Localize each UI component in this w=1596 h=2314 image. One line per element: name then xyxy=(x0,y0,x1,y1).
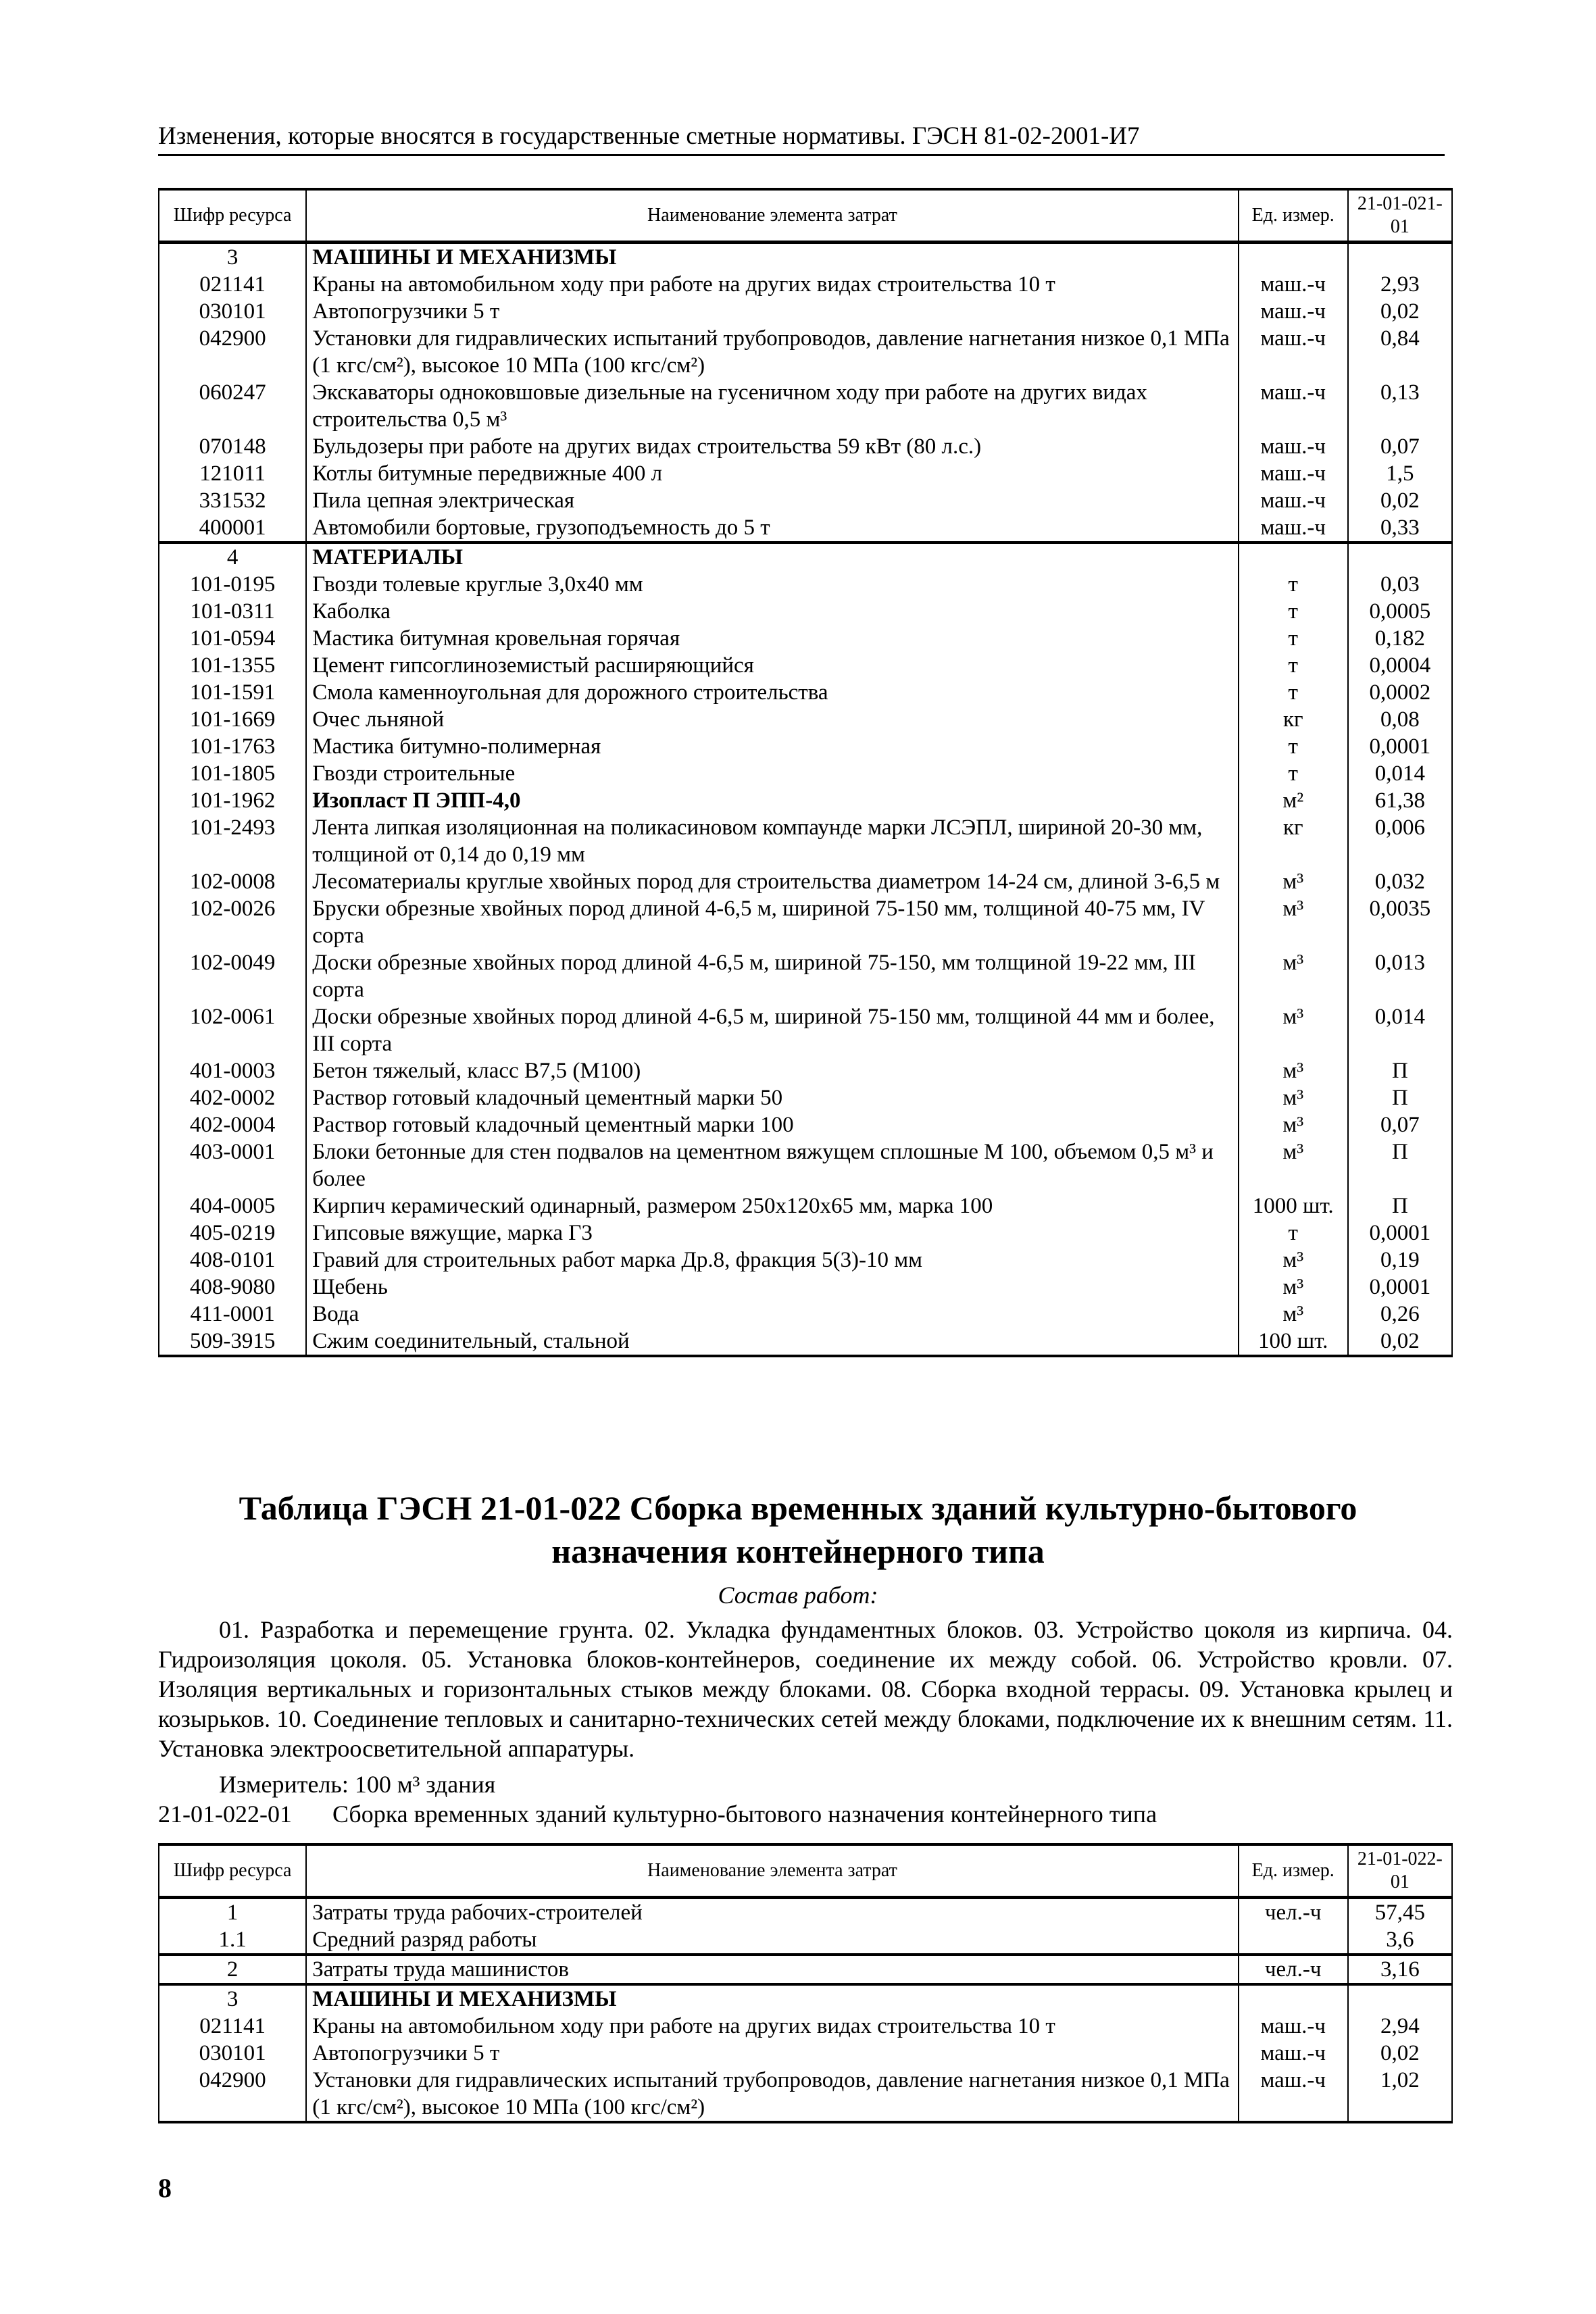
cell-unit: маш.-ч xyxy=(1239,379,1348,433)
cell-name: Кирпич керамический одинарный, размером 250х120х65 мм, марка 100 xyxy=(306,1192,1238,1219)
cell-value: 0,08 xyxy=(1348,706,1452,733)
norm-code: 21-01-022-01 xyxy=(158,1801,292,1828)
cell-code: 021141 xyxy=(159,271,306,298)
cell-name: Каболка xyxy=(306,598,1238,625)
cell-unit: маш.-ч xyxy=(1239,2067,1348,2122)
cell-unit: т xyxy=(1239,1219,1348,1247)
cell-value: 3,6 xyxy=(1348,1926,1452,1955)
cell-name: Гравий для строительных работ марка Др.8, фракция 5(3)-10 мм xyxy=(306,1247,1238,1274)
cell-unit: м³ xyxy=(1239,1138,1348,1192)
cell-value: П xyxy=(1348,1192,1452,1219)
table-row xyxy=(159,895,1452,949)
cell-code: 060247 xyxy=(159,379,306,433)
cell-code: 403-0001 xyxy=(159,1138,306,1192)
cell-value: 57,45 xyxy=(1348,1898,1452,1927)
cell-unit: 100 шт. xyxy=(1239,1328,1348,1356)
cell-name: Доски обрезные хвойных пород длиной 4-6,5 м, шириной 75-150, мм толщиной 19-22 мм, III сорта xyxy=(306,949,1238,1003)
table-row xyxy=(159,949,1452,1003)
col-code: Шифр ресурса xyxy=(159,1844,306,1898)
cell-name: МАТЕРИАЛЫ xyxy=(306,543,1238,571)
works-heading: Состав работ: xyxy=(718,1582,878,1609)
cell-code: 101-0195 xyxy=(159,571,306,598)
cell-value: 0,014 xyxy=(1348,1003,1452,1057)
section-row xyxy=(159,243,1452,272)
cell-unit xyxy=(1239,243,1348,272)
cell-value: 0,02 xyxy=(1348,298,1452,325)
cell-code: 101-1355 xyxy=(159,652,306,679)
cell-unit: м³ xyxy=(1239,949,1348,1003)
table-row xyxy=(159,868,1452,895)
cell-unit: м² xyxy=(1239,787,1348,814)
cell-value: 0,0035 xyxy=(1348,895,1452,949)
cell-unit: маш.-ч xyxy=(1239,271,1348,298)
table-row xyxy=(159,787,1452,814)
cell-value: 0,0005 xyxy=(1348,598,1452,625)
table-row xyxy=(159,1274,1452,1301)
cell-name: Установки для гидравлических испытаний трубопроводов, давление нагнетания низкое 0,1 МПа (1 кгс/см²), высокое 10 МПа (100 кгс/см²) xyxy=(306,2067,1238,2122)
table-row xyxy=(159,760,1452,787)
table-row xyxy=(159,625,1452,652)
cell-name: Гипсовые вяжущие, марка Г3 xyxy=(306,1219,1238,1247)
cell-name: Экскаваторы одноковшовые дизельные на гусеничном ходу при работе на других видах строительства 0,5 м³ xyxy=(306,379,1238,433)
cell-unit: м³ xyxy=(1239,1084,1348,1111)
norm-name: Сборка временных зданий культурно-бытового назначения контейнерного типа xyxy=(332,1801,1157,1828)
cell-code: 411-0001 xyxy=(159,1301,306,1328)
table-title: Таблица ГЭСН 21-01-022 Сборка временных зданий культурно-бытового xyxy=(239,1489,1357,1527)
cell-name: Вода xyxy=(306,1301,1238,1328)
table-row xyxy=(159,379,1452,433)
cell-unit: м³ xyxy=(1239,895,1348,949)
table-row xyxy=(159,1328,1452,1356)
cell-unit: чел.-ч xyxy=(1239,1955,1348,1984)
col-value: 21-01-022-01 xyxy=(1348,1844,1452,1898)
cell-name: Установки для гидравлических испытаний трубопроводов, давление нагнетания низкое 0,1 МПа (1 кгс/см²), высокое 10 МПа (100 кгс/см²) xyxy=(306,325,1238,379)
cell-name: Котлы битумные передвижные 400 л xyxy=(306,460,1238,487)
col-unit: Ед. измер. xyxy=(1239,1844,1348,1898)
section-row xyxy=(159,1984,1452,2013)
cell-value: 61,38 xyxy=(1348,787,1452,814)
cell-code: 2 xyxy=(159,1955,306,1984)
cell-code: 101-0594 xyxy=(159,625,306,652)
cell-unit: маш.-ч xyxy=(1239,433,1348,460)
cell-unit: маш.-ч xyxy=(1239,460,1348,487)
cell-name: Затраты труда рабочих-строителей xyxy=(306,1898,1238,1927)
cell-unit xyxy=(1239,543,1348,571)
cell-code: 400001 xyxy=(159,514,306,543)
cell-name: Краны на автомобильном ходу при работе на других видах строительства 10 т xyxy=(306,271,1238,298)
table-row xyxy=(159,598,1452,625)
cell-unit: т xyxy=(1239,571,1348,598)
norm-subtitle xyxy=(158,1800,1197,1828)
cell-code: 101-1805 xyxy=(159,760,306,787)
cell-code: 102-0049 xyxy=(159,949,306,1003)
cell-name: Доски обрезные хвойных пород длиной 4-6,5 м, шириной 75-150 мм, толщиной 44 мм и более, III сорта xyxy=(306,1003,1238,1057)
section-row xyxy=(159,1898,1452,1927)
cell-code: 408-9080 xyxy=(159,1274,306,1301)
cell-name: Бульдозеры при работе на других видах строительства 59 кВт (80 л.с.) xyxy=(306,433,1238,460)
cell-value: 0,26 xyxy=(1348,1301,1452,1328)
measure-unit: Измеритель: 100 м³ здания xyxy=(219,1771,496,1798)
cell-code: 1.1 xyxy=(159,1926,306,1955)
cell-unit: маш.-ч xyxy=(1239,487,1348,514)
cell-name: Автомобили бортовые, грузоподъемность до 5 т xyxy=(306,514,1238,543)
cell-unit xyxy=(1239,1984,1348,2013)
cell-name: Очес льняной xyxy=(306,706,1238,733)
cell-unit: маш.-ч xyxy=(1239,514,1348,543)
cell-code: 402-0004 xyxy=(159,1111,306,1138)
cell-value: 0,014 xyxy=(1348,760,1452,787)
table-row xyxy=(159,271,1452,298)
cell-code: 030101 xyxy=(159,298,306,325)
cell-value: 3,16 xyxy=(1348,1955,1452,1984)
cell-code: 030101 xyxy=(159,2040,306,2067)
col-name: Наименование элемента затрат xyxy=(306,1844,1238,1898)
table-row xyxy=(159,571,1452,598)
works-description: 01. Разработка и перемещение грунта. 02. Укладка фундаментных блоков. 03. Устройство цоколя из кирпича. 04. Гидроизоляция цоколя. 05. Установка блоков-контейнеров, соединение их между собой. 06. Устройство кровли. 07. Изоляция вертикальных и горизонтальных стыков между блоками. 08. Сборка входной террасы. 09. Установка крылец и козырьков. 10. Соединение тепловых и санитарно-технических сетей между блоками, подключение их к внешним сетям. 11. Установка электроосветительной аппаратуры. xyxy=(158,1616,1453,1762)
col-value: 21-01-021-01 xyxy=(1348,189,1452,243)
cell-value: 2,94 xyxy=(1348,2013,1452,2040)
cell-code: 101-2493 xyxy=(159,814,306,868)
table-row xyxy=(159,1084,1452,1111)
cell-value: 0,02 xyxy=(1348,2040,1452,2067)
cell-unit: 1000 шт. xyxy=(1239,1192,1348,1219)
cell-value: 0,0004 xyxy=(1348,652,1452,679)
cell-unit: т xyxy=(1239,625,1348,652)
cell-name: Мастика битумно-полимерная xyxy=(306,733,1238,760)
cell-name: Автопогрузчики 5 т xyxy=(306,2040,1238,2067)
table-row xyxy=(159,1219,1452,1247)
cell-value: 0,07 xyxy=(1348,1111,1452,1138)
cell-code: 1 xyxy=(159,1898,306,1927)
cell-value: 0,03 xyxy=(1348,571,1452,598)
cell-value: 0,19 xyxy=(1348,1247,1452,1274)
cell-value: 2,93 xyxy=(1348,271,1452,298)
cell-unit: м³ xyxy=(1239,1274,1348,1301)
cell-name: Средний разряд работы xyxy=(306,1926,1238,1955)
cell-value: 0,13 xyxy=(1348,379,1452,433)
cell-name: Бруски обрезные хвойных пород длиной 4-6,5 м, шириной 75-150 мм, толщиной 40-75 мм, IV сорта xyxy=(306,895,1238,949)
cell-name: Раствор готовый кладочный цементный марки 100 xyxy=(306,1111,1238,1138)
table-row xyxy=(159,2040,1452,2067)
cell-code: 401-0003 xyxy=(159,1057,306,1084)
cell-code: 408-0101 xyxy=(159,1247,306,1274)
cell-code: 101-1763 xyxy=(159,733,306,760)
cell-code: 121011 xyxy=(159,460,306,487)
cell-unit: кг xyxy=(1239,814,1348,868)
table-row xyxy=(159,1926,1452,1955)
table-row xyxy=(159,2067,1452,2122)
cell-value: 0,07 xyxy=(1348,433,1452,460)
cell-name: Бетон тяжелый, класс В7,5 (М100) xyxy=(306,1057,1238,1084)
cell-name: Пила цепная электрическая xyxy=(306,487,1238,514)
cell-unit: т xyxy=(1239,598,1348,625)
cell-unit: м³ xyxy=(1239,868,1348,895)
cell-unit: кг xyxy=(1239,706,1348,733)
cell-value: 0,33 xyxy=(1348,514,1452,543)
table-row xyxy=(159,679,1452,706)
cell-name: Смола каменноугольная для дорожного строительства xyxy=(306,679,1238,706)
cell-code: 3 xyxy=(159,243,306,272)
cell-unit: м³ xyxy=(1239,1057,1348,1084)
cell-unit: чел.-ч xyxy=(1239,1898,1348,1927)
cell-code: 102-0026 xyxy=(159,895,306,949)
cell-name: Цемент гипсоглиноземистый расширяющийся xyxy=(306,652,1238,679)
cell-value: 1,02 xyxy=(1348,2067,1452,2122)
cell-name: Щебень xyxy=(306,1274,1238,1301)
cell-name: Гвозди строительные xyxy=(306,760,1238,787)
cell-unit xyxy=(1239,1926,1348,1955)
cell-unit: маш.-ч xyxy=(1239,2040,1348,2067)
cell-code: 042900 xyxy=(159,2067,306,2122)
cell-unit: маш.-ч xyxy=(1239,298,1348,325)
cell-code: 4 xyxy=(159,543,306,571)
cell-value: П xyxy=(1348,1138,1452,1192)
cell-name: Сжим соединительный, стальной xyxy=(306,1328,1238,1356)
cell-code: 070148 xyxy=(159,433,306,460)
cell-value: 0,84 xyxy=(1348,325,1452,379)
cell-unit: маш.-ч xyxy=(1239,325,1348,379)
cell-name: Лесоматериалы круглые хвойных пород для строительства диаметром 14-24 см, длиной 3-6,5 м xyxy=(306,868,1238,895)
cell-value: П xyxy=(1348,1057,1452,1084)
table-row xyxy=(159,1111,1452,1138)
cell-unit: т xyxy=(1239,652,1348,679)
table-row xyxy=(159,2013,1452,2040)
cell-unit: м³ xyxy=(1239,1003,1348,1057)
table-row xyxy=(159,514,1452,543)
cell-value: 0,013 xyxy=(1348,949,1452,1003)
cell-code: 404-0005 xyxy=(159,1192,306,1219)
cell-name: Затраты труда машинистов xyxy=(306,1955,1238,1984)
cell-name: Раствор готовый кладочный цементный марки 50 xyxy=(306,1084,1238,1111)
cell-name: Изопласт П ЭПП-4,0 xyxy=(306,787,1238,814)
table-row xyxy=(159,733,1452,760)
cell-code: 101-0311 xyxy=(159,598,306,625)
cell-unit: маш.-ч xyxy=(1239,2013,1348,2040)
cell-value xyxy=(1348,243,1452,272)
cell-value xyxy=(1348,543,1452,571)
cell-unit: т xyxy=(1239,760,1348,787)
col-unit: Ед. измер. xyxy=(1239,189,1348,243)
cell-value: 0,0001 xyxy=(1348,1274,1452,1301)
table-row xyxy=(159,652,1452,679)
cell-code: 331532 xyxy=(159,487,306,514)
table-row xyxy=(159,1057,1452,1084)
cell-code: 402-0002 xyxy=(159,1084,306,1111)
cell-value: 0,006 xyxy=(1348,814,1452,868)
cell-name: МАШИНЫ И МЕХАНИЗМЫ xyxy=(306,1984,1238,2013)
cell-value: 0,032 xyxy=(1348,868,1452,895)
table-row xyxy=(159,487,1452,514)
cell-value xyxy=(1348,1984,1452,2013)
table-row xyxy=(159,814,1452,868)
table-row xyxy=(159,298,1452,325)
cell-name: Блоки бетонные для стен подвалов на цементном вяжущем сплошные М 100, объемом 0,5 м³ и более xyxy=(306,1138,1238,1192)
cell-unit: м³ xyxy=(1239,1301,1348,1328)
page-number: 8 xyxy=(158,2173,172,2203)
cell-code: 102-0061 xyxy=(159,1003,306,1057)
cell-code: 405-0219 xyxy=(159,1219,306,1247)
table-title-line2: назначения контейнерного типа xyxy=(551,1532,1045,1570)
cell-value: 1,5 xyxy=(1348,460,1452,487)
section-row xyxy=(159,543,1452,571)
cell-name: Мастика битумная кровельная горячая xyxy=(306,625,1238,652)
table-row xyxy=(159,1247,1452,1274)
table-row xyxy=(159,433,1452,460)
cell-value: 0,02 xyxy=(1348,1328,1452,1356)
table-row xyxy=(159,325,1452,379)
col-code: Шифр ресурса xyxy=(159,189,306,243)
cell-name: Автопогрузчики 5 т xyxy=(306,298,1238,325)
cell-unit: м³ xyxy=(1239,1247,1348,1274)
cell-code: 3 xyxy=(159,1984,306,2013)
table-row xyxy=(159,1003,1452,1057)
cell-value: 0,02 xyxy=(1348,487,1452,514)
cell-unit: м³ xyxy=(1239,1111,1348,1138)
table-row xyxy=(159,1138,1452,1192)
cell-code: 101-1669 xyxy=(159,706,306,733)
cell-value: 0,182 xyxy=(1348,625,1452,652)
cell-code: 101-1962 xyxy=(159,787,306,814)
cell-name: МАШИНЫ И МЕХАНИЗМЫ xyxy=(306,243,1238,272)
cell-code: 101-1591 xyxy=(159,679,306,706)
resource-table-021 xyxy=(158,188,1453,1357)
section-row xyxy=(159,1955,1452,1984)
cell-code: 021141 xyxy=(159,2013,306,2040)
resource-table-022 xyxy=(158,1843,1453,2123)
cell-value: П xyxy=(1348,1084,1452,1111)
table-row xyxy=(159,1192,1452,1219)
col-name: Наименование элемента затрат xyxy=(306,189,1238,243)
cell-unit: т xyxy=(1239,733,1348,760)
cell-value: 0,0002 xyxy=(1348,679,1452,706)
table-row xyxy=(159,460,1452,487)
cell-name: Лента липкая изоляционная на поликасиновом компаунде марки ЛСЭПЛ, шириной 20-30 мм, толщиной от 0,14 до 0,19 мм xyxy=(306,814,1238,868)
cell-unit: т xyxy=(1239,679,1348,706)
running-header: Изменения, которые вносятся в государственные сметные нормативы. ГЭСН 81-02-2001-И7 xyxy=(158,122,1140,150)
cell-value: 0,0001 xyxy=(1348,733,1452,760)
cell-code: 509-3915 xyxy=(159,1328,306,1356)
cell-code: 102-0008 xyxy=(159,868,306,895)
table-row xyxy=(159,706,1452,733)
cell-name: Гвозди толевые круглые 3,0х40 мм xyxy=(306,571,1238,598)
cell-value: 0,0001 xyxy=(1348,1219,1452,1247)
table-row xyxy=(159,1301,1452,1328)
cell-code: 042900 xyxy=(159,325,306,379)
header-rule xyxy=(158,154,1445,156)
cell-name: Краны на автомобильном ходу при работе на других видах строительства 10 т xyxy=(306,2013,1238,2040)
